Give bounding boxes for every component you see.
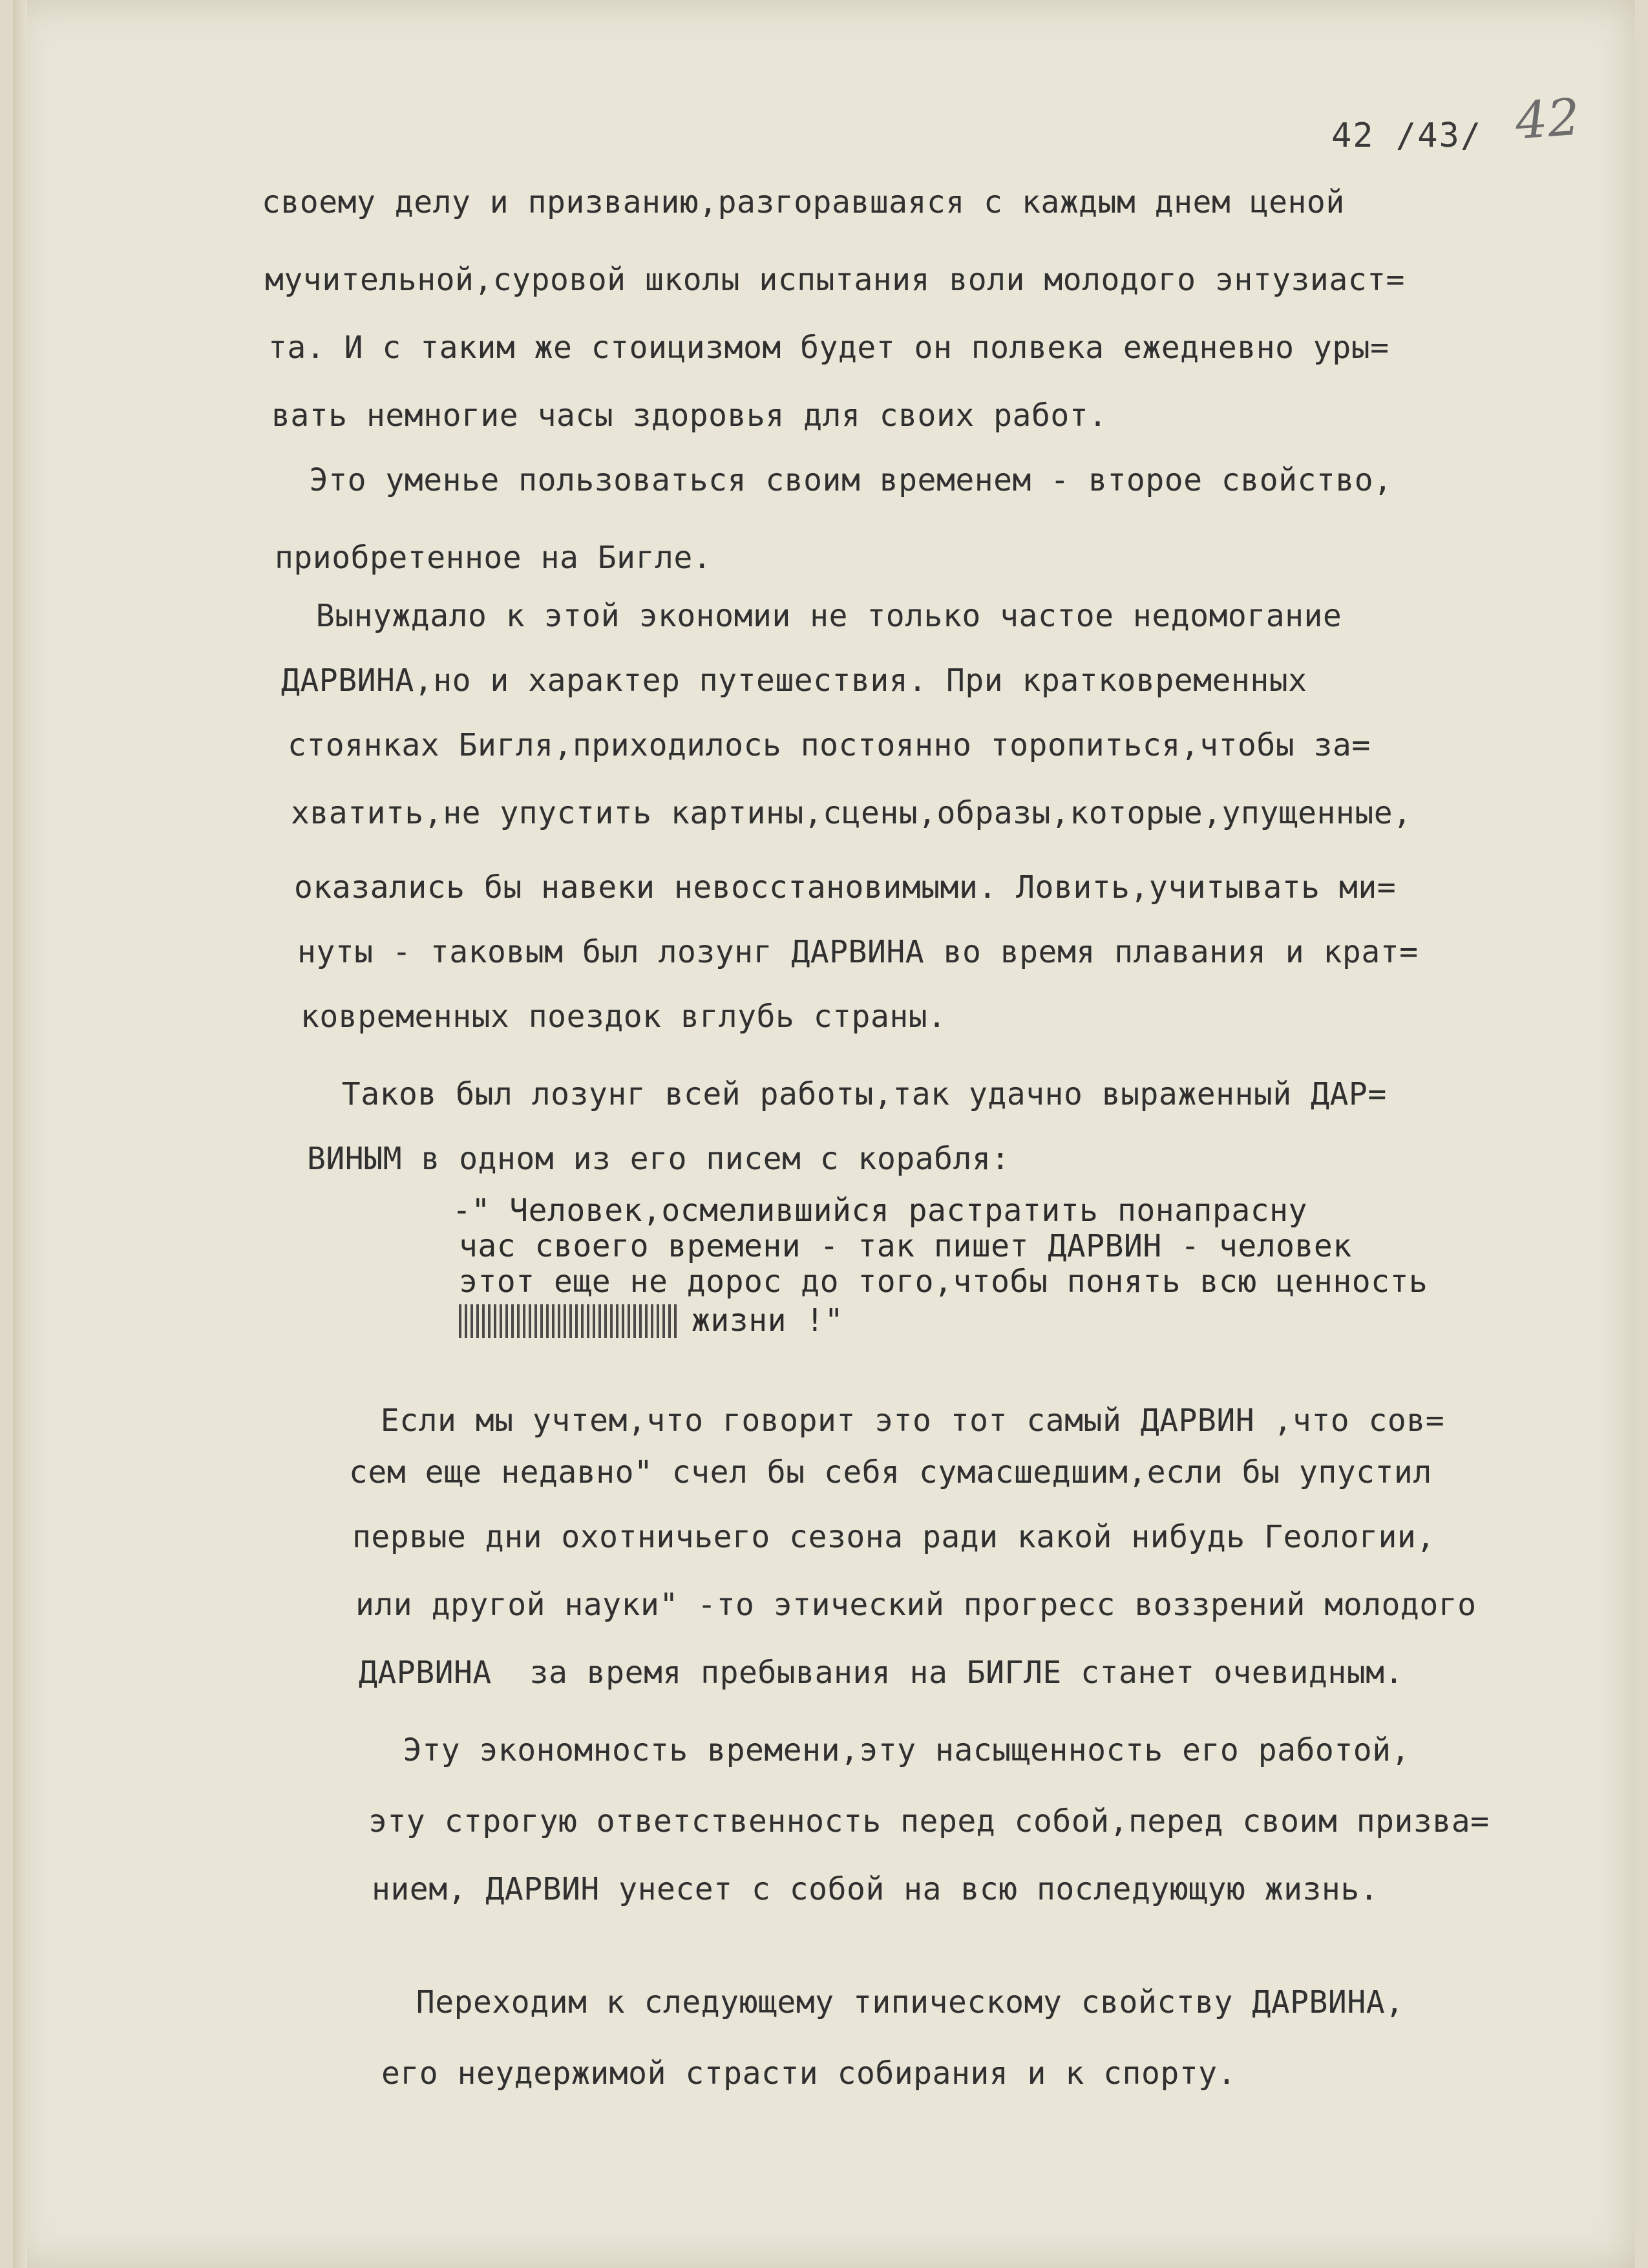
body-line: мучительной,суровой школы испытания воли молодого энтузиаст= [265, 262, 1405, 298]
body-line: Вынуждало к этой экономии не только частое недомогание [278, 598, 1342, 634]
body-line: своему делу и призванию,разгоравшаяся с каждым днем ценой [262, 184, 1345, 220]
body-line: приобретенное на Бигле. [275, 540, 712, 576]
body-line: ковременных поездок вглубь страны. [301, 999, 947, 1035]
body-line: Если мы учтем,что говорит это тот самый ДАРВИН ,что сов= [343, 1403, 1445, 1439]
quote-line: -" Человек,осмелившийся растратить понапрасну [452, 1192, 1307, 1229]
body-line: ДАРВИНА,но и характер путешествия. При кратковременных [281, 662, 1307, 699]
struck-out-text [459, 1304, 679, 1338]
quote-line: час своего времени - так пишет ДАРВИН - человек [459, 1228, 1352, 1264]
body-line: первые дни охотничьего сезона ради какой нибудь Геологии, [352, 1519, 1435, 1555]
body-line: ВИНЫМ в одном из его писем с корабля: [307, 1141, 1010, 1177]
body-line: Эту экономность времени,эту насыщенность его работой, [365, 1732, 1410, 1768]
body-line: нуты - таковым был лозунг ДАРВИНА во время плавания и крат= [297, 934, 1419, 970]
body-line: Это уменье пользоваться своим временем - второе свойство, [271, 462, 1393, 498]
body-line: сем еще недавно" счел бы себя сумасшедшим,если бы упустил [349, 1454, 1432, 1490]
quote-line: этот еще не дорос до того,чтобы понять всю ценность [459, 1264, 1428, 1300]
quote-line: жизни !" [692, 1302, 844, 1339]
document-page [13, 0, 1635, 2268]
paper-edge [13, 0, 27, 2268]
body-line: хватить,не упустить картины,сцены,образы,которые,упущенные, [291, 795, 1412, 831]
body-line: его неудержимой страсти собирания и к спорту. [381, 2055, 1236, 2092]
body-line: стоянках Бигля,приходилось постоянно торопиться,чтобы за= [288, 727, 1371, 763]
body-line: та. И с таким же стоицизмом будет он полвека ежедневно уры= [268, 330, 1389, 366]
body-line: Таков был лозунг всей работы,так удачно выраженный ДАР= [304, 1076, 1387, 1112]
body-line: или другой науки" -то этический прогресс воззрений молодого [355, 1587, 1477, 1623]
body-line: нием, ДАРВИН унесет с собой на всю последующую жизнь. [372, 1871, 1379, 1907]
body-line: эту строгую ответственность перед собой,перед своим призва= [368, 1803, 1490, 1839]
body-line: ДАРВИНА за время пребывания на БИГЛЕ станет очевидным. [359, 1655, 1404, 1691]
body-line: вать немногие часы здоровья для своих работ. [271, 397, 1108, 434]
handwritten-archive-number: 42 [1513, 88, 1582, 151]
body-line: Переходим к следующему типическому свойству ДАРВИНА, [378, 1984, 1404, 2020]
body-line: оказались бы навеки невосстановимыми. Ловить,учитывать ми= [294, 869, 1397, 906]
page-number: 42 /43/ [1331, 116, 1483, 155]
